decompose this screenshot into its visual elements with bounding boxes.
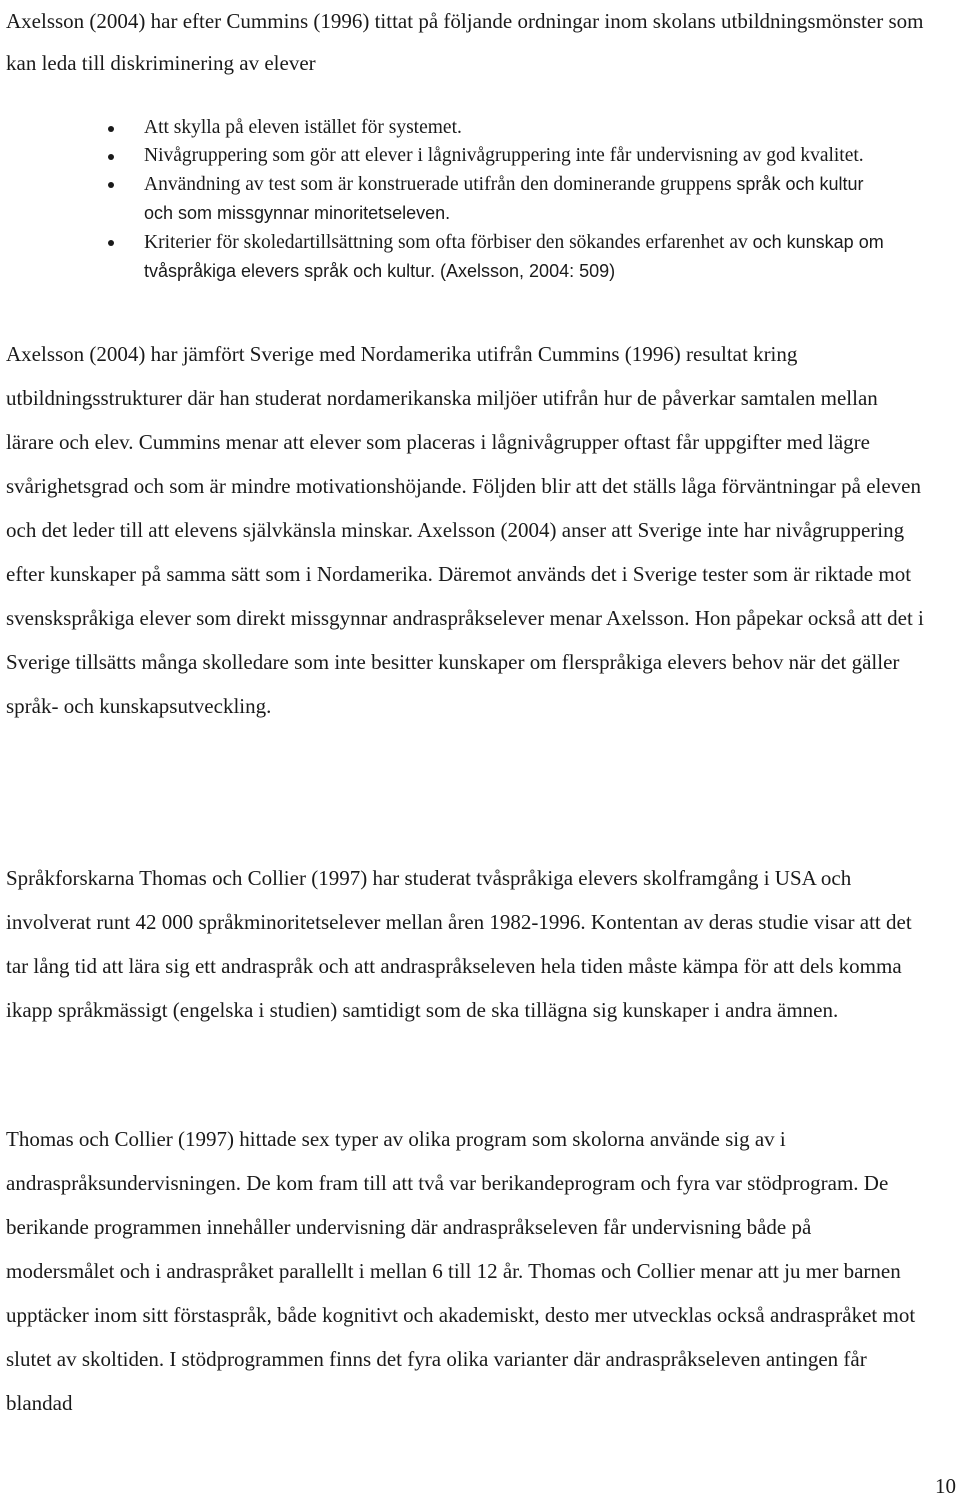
bullet-list xyxy=(0,114,960,286)
bullet-icon xyxy=(108,154,114,160)
bullet-icon xyxy=(108,240,114,246)
list-item-text: Kriterier för skoledartillsättning som ofta förbiser den sökandes erfarenhet av xyxy=(144,232,748,253)
list-item xyxy=(0,142,884,170)
body-paragraph: Språkforskarna Thomas och Collier (1997) har studerat tvåspråkiga elevers skolframgång i USA och involverat runt 42 000 språkminoritetselever mellan åren 1982-1996. Kontentan av deras studie visar att det tar lång tid att lära sig ett andraspråk och att andraspråkseleven hela tiden måste kämpa för att dels komma ikapp språkmässigt (engelska i studien) samtidigt som de ska tillägna sig kunskaper i andra ämnen. xyxy=(6,866,912,1022)
body-paragraph: Axelsson (2004) har jämfört Sverige med Nordamerika utifrån Cummins (1996) resultat kring utbildningsstrukturer där han studerat nordamerikanska miljöer utifrån hur de påverkar samtalen mellan lärare och elev. Cummins menar att elever som placeras i lågnivågrupper oftast får uppgifter med lägre svårighetsgrad och som är mindre motivationshöjande. Följden blir att det ställs låga förväntningar på eleven och det leder till att elevens självkänsla minskar. Axelsson (2004) anser att Sverige inte har nivågruppering efter kunskaper på samma sätt som i Nordamerika. Däremot används det i Sverige tester som är riktade mot svenskspråkiga elever som direkt missgynnar andraspråkselever menar Axelsson. Hon påpekar också att det i Sverige tillsätts många skolledare som inte besitter kunskaper om flerspråkiga elevers behov när det gäller språk- och kunskapsutveckling. xyxy=(6,342,924,718)
list-item-text: Användning av test som är konstruerade utifrån den dominerande gruppens xyxy=(144,174,732,195)
list-item xyxy=(0,228,884,286)
list-item xyxy=(0,170,884,228)
list-item-text-sans: och kunskap om tvåspråkiga elevers språk och kultur. xyxy=(144,232,884,281)
list-item-text: Att skylla på eleven istället för systemet. xyxy=(144,117,462,138)
citation: (Axelsson, 2004: 509) xyxy=(440,261,616,281)
intro-paragraph: Axelsson (2004) har efter Cummins (1996) tittat på följande ordningar inom skolans utbildningsmönster som kan leda till diskriminering av elever xyxy=(6,9,924,75)
body-paragraph: Thomas och Collier (1997) hittade sex typer av olika program som skolorna använde sig av i andraspråksundervisningen. De kom fram till att två var berikandeprogram och fyra var stödprogram. De berikande programmen innehåller undervisning där andraspråkseleven får undervisning både på modersmålet och i andraspråket parallellt i mellan 6 till 12 år. Thomas och Collier menar att ju mer barnen upptäcker inom sitt förstaspråk, både kognitivt och akademiskt, desto mer utvecklas också andraspråket mot slutet av skoltiden. I stödprogrammen finns det fyra olika varianter där andraspråkseleven antingen får blandad xyxy=(6,1127,916,1415)
bullet-icon xyxy=(108,182,114,188)
list-item xyxy=(0,114,884,142)
page-number: 10 xyxy=(935,1474,956,1498)
bullet-icon xyxy=(108,126,114,132)
list-item-text: Nivågruppering som gör att elever i lågnivågruppering inte får undervisning av god kvalitet. xyxy=(144,145,864,166)
list-item-text-sans: språk och kultur och som missgynnar minoritetseleven. xyxy=(144,174,864,223)
